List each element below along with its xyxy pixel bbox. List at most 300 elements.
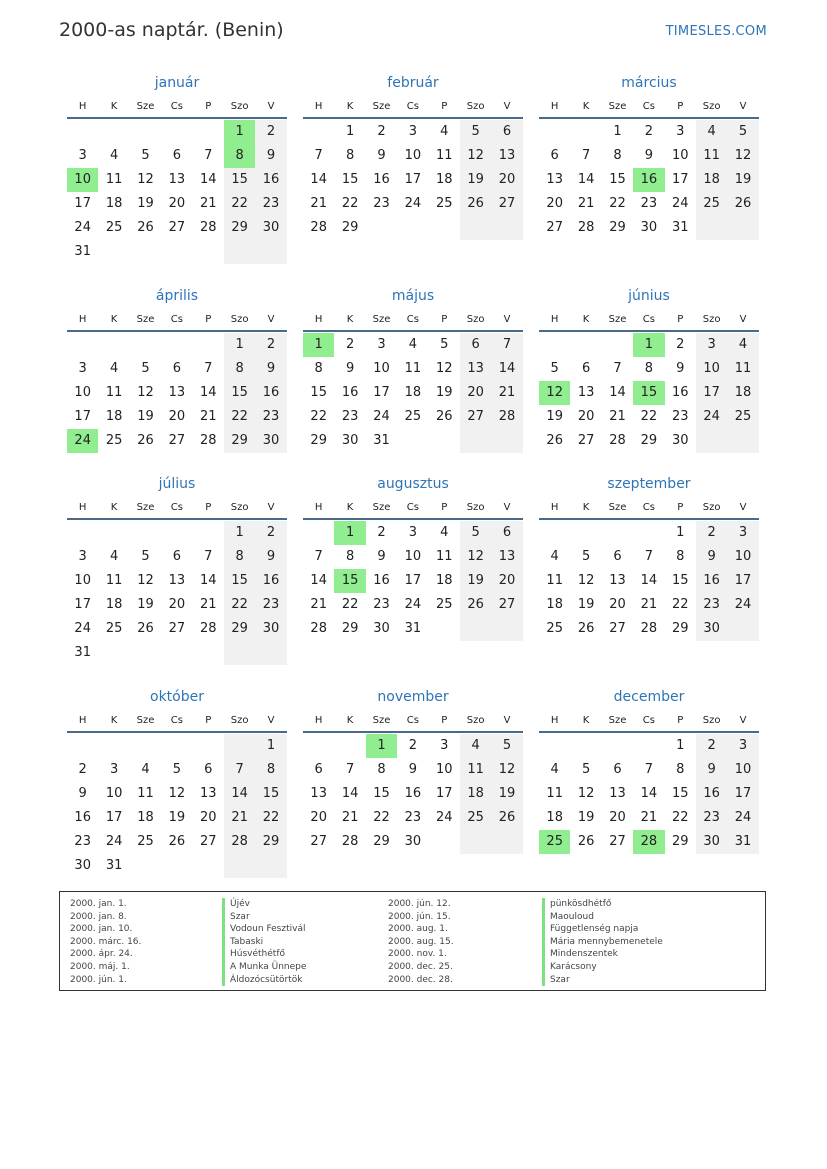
day-cell: 14 [199,172,217,187]
week-row [67,144,287,168]
day-cell: 4 [109,148,119,163]
weekday-label: P [677,101,684,112]
day-cell: 18 [105,597,123,612]
day-cell: 20 [491,168,522,192]
day-cell: 9 [255,144,286,168]
day-cell: 3 [440,738,449,753]
day-cell: 31 [404,621,422,636]
day-cell: 17 [74,597,91,612]
empty-cell [255,854,286,878]
day-cell: 30 [696,617,727,641]
day-cell: 5 [141,549,150,564]
weekday-label: Szo [466,101,485,112]
empty-cell [255,641,286,665]
weekday-label: Sze [608,101,627,112]
weekday-label: Cs [406,314,419,325]
weekday-label: K [346,502,354,513]
holiday-date: 2000. jan. 10. [70,924,133,935]
day-cell: 19 [435,385,453,400]
day-cell: 30 [640,220,658,235]
week-row [303,617,523,641]
month-block [303,475,523,641]
day-cell: 18 [460,782,491,806]
month-name: június [628,288,670,304]
weekday-label: V [267,101,275,112]
weekday-label: Szo [702,314,721,325]
empty-cell [67,333,98,357]
day-cell: 23 [255,192,286,216]
day-cell: 26 [137,621,154,636]
empty-cell [255,240,286,264]
day-cell: 4 [109,549,119,564]
empty-cell [193,120,224,144]
weekday-label: Szo [702,101,721,112]
week-row [539,120,759,144]
weekday-label: Cs [642,715,655,726]
day-cell: 28 [577,220,595,235]
day-cell: 8 [255,758,286,782]
empty-cell [633,521,664,545]
day-cell: 13 [310,786,327,801]
day-cell: 6 [581,361,591,376]
weekday-label: P [677,314,684,325]
day-cell: 31 [373,433,390,448]
empty-cell [602,734,633,758]
day-cell: 24 [373,409,390,424]
day-cell: 9 [696,758,727,782]
day-cell: 30 [404,834,422,849]
holiday-date: 2000. nov. 1. [388,949,447,960]
day-cell: 8 [644,361,653,376]
day-cell: 23 [74,834,91,849]
empty-cell [161,641,192,665]
day-cell: 2 [644,124,653,139]
day-cell: 26 [491,806,522,830]
day-cell: 3 [377,337,386,352]
day-cell: 28 [199,220,217,235]
day-cell: 9 [676,361,685,376]
day-cell: 14 [577,172,595,187]
day-cell: 12 [460,144,491,168]
weekday-label: H [314,502,323,513]
month-block [303,287,523,453]
weekday-label: H [550,715,559,726]
day-cell: 23 [373,597,390,612]
day-cell: 22 [373,810,390,825]
weekday-label: Sze [136,101,155,112]
day-cell: 25 [539,830,570,854]
empty-cell [224,854,255,878]
day-cell: 19 [168,810,186,825]
empty-cell [570,333,601,357]
weekday-label: H [550,314,559,325]
empty-cell [193,240,224,264]
day-cell: 3 [109,762,119,777]
holiday-names-column-1 [222,898,306,986]
week-row [539,168,759,192]
week-row [67,357,287,381]
day-cell: 30 [74,858,91,873]
day-cell: 20 [609,810,626,825]
month-name: május [391,288,435,304]
day-cell: 19 [137,196,154,211]
day-cell: 27 [546,220,563,235]
weekday-header [67,310,287,332]
day-cell: 21 [224,806,255,830]
month-name: október [150,689,204,705]
day-cell: 15 [373,786,390,801]
day-cell: 30 [373,621,390,636]
weekday-label: H [314,715,323,726]
week-row [539,333,759,357]
day-cell: 8 [676,762,685,777]
site-link[interactable]: TIMESLES.COM [665,24,767,39]
holiday-name: Karácsony [542,961,663,974]
empty-cell [539,333,570,357]
day-cell: 7 [224,758,255,782]
day-cell: 27 [577,433,595,448]
day-cell: 23 [671,409,689,424]
holiday-name: Szar [222,911,306,924]
day-cell: 16 [74,810,91,825]
holiday-date: 2000. jún. 12. [388,899,451,909]
weekday-label: K [582,314,590,325]
empty-cell [303,120,334,144]
month-name: szeptember [607,476,691,492]
day-cell: 21 [199,597,217,612]
month-block [67,74,287,264]
day-cell: 13 [460,357,491,381]
day-cell: 14 [310,172,327,187]
day-cell: 15 [334,569,365,593]
week-row [303,192,523,216]
day-cell: 31 [74,244,91,259]
day-cell: 12 [137,172,154,187]
weekday-label: V [267,715,275,726]
empty-cell [161,240,192,264]
empty-cell [98,734,129,758]
empty-cell [98,521,129,545]
day-cell: 2 [345,337,355,352]
day-cell: 22 [640,409,658,424]
day-cell: 15 [671,786,689,801]
holiday-name: Húsvéthétfő [222,948,306,961]
day-cell: 13 [609,573,626,588]
weekday-label: Cs [642,502,655,513]
weekday-label: Szo [466,715,485,726]
day-cell: 21 [199,196,217,211]
day-cell: 7 [613,361,622,376]
empty-cell [98,120,129,144]
holiday-list [59,891,766,991]
month-block [539,287,759,453]
weekday-label: Cs [170,715,183,726]
day-cell: 5 [550,361,559,376]
day-cell: 12 [137,573,154,588]
day-cell: 9 [255,357,286,381]
day-cell: 11 [435,549,453,564]
weekday-label: K [582,502,590,513]
empty-cell [460,216,491,240]
weekday-label: Sze [372,502,391,513]
day-cell: 11 [404,361,422,376]
weekday-label: Szo [230,502,249,513]
day-cell: 10 [74,573,91,588]
day-cell: 12 [577,573,595,588]
month-block [67,688,287,878]
weekday-label: K [346,101,354,112]
day-cell: 16 [696,782,727,806]
day-cell: 18 [727,381,758,405]
day-cell: 17 [671,172,689,187]
day-cell: 31 [727,830,758,854]
empty-cell [130,641,161,665]
day-cell: 30 [255,429,286,453]
day-cell: 11 [105,385,123,400]
week-row [539,569,759,593]
empty-cell [193,521,224,545]
week-row [303,381,523,405]
day-cell: 7 [345,762,355,777]
empty-cell [67,120,98,144]
month-block [539,74,759,240]
week-row [67,216,287,240]
day-cell: 27 [168,220,186,235]
day-cell: 1 [345,124,355,139]
day-cell: 28 [224,830,255,854]
day-cell: 13 [168,385,186,400]
week-row [539,381,759,405]
day-cell: 11 [137,786,154,801]
day-cell: 16 [255,168,286,192]
day-cell: 2 [676,337,685,352]
day-cell: 22 [255,806,286,830]
empty-cell [193,854,224,878]
day-cell: 12 [491,758,522,782]
month-name: augusztus [377,476,449,492]
day-cell: 19 [137,409,154,424]
day-cell: 27 [460,405,491,429]
day-cell: 19 [137,597,154,612]
day-cell: 12 [435,361,453,376]
week-row [303,144,523,168]
day-cell: 10 [373,361,390,376]
empty-cell [193,641,224,665]
weekday-label: V [503,502,511,513]
week-row [67,758,287,782]
weekday-header [67,498,287,520]
holiday-date: 2000. aug. 15. [388,936,454,947]
day-cell: 29 [255,830,286,854]
day-cell: 15 [671,573,689,588]
day-cell: 9 [696,545,727,569]
day-cell: 30 [255,216,286,240]
empty-cell [303,521,334,545]
week-row [539,806,759,830]
week-row [67,830,287,854]
day-cell: 22 [224,405,255,429]
empty-cell [429,830,460,854]
day-cell: 2 [255,333,286,357]
week-row [539,830,759,854]
weekday-label: H [550,502,559,513]
weekday-label: Sze [136,502,155,513]
week-row [303,120,523,144]
weekday-label: Szo [230,101,249,112]
day-cell: 23 [373,196,390,211]
week-row [303,830,523,854]
day-cell: 19 [577,597,595,612]
day-cell: 8 [224,545,255,569]
weekday-label: P [441,101,448,112]
day-cell: 4 [440,124,449,139]
holiday-date: 2000. máj. 1. [70,961,130,972]
empty-cell [539,734,570,758]
day-cell: 7 [644,762,653,777]
day-cell: 5 [141,361,150,376]
month-block [67,287,287,453]
day-cell: 26 [460,593,491,617]
weekday-label: H [314,314,323,325]
day-cell: 21 [577,196,595,211]
empty-cell [727,617,758,641]
holiday-dates-column-1 [70,898,141,986]
day-cell: 25 [435,196,453,211]
week-row [539,593,759,617]
day-cell: 26 [460,192,491,216]
weekday-label: H [78,715,87,726]
weekday-label: K [346,314,354,325]
day-cell: 1 [334,521,365,545]
day-cell: 24 [74,220,91,235]
weekday-header [303,97,523,119]
day-cell: 18 [105,409,123,424]
day-cell: 8 [224,144,255,168]
weekday-label: P [205,101,212,112]
empty-cell [460,429,491,453]
weekday-label: Cs [170,101,183,112]
day-cell: 6 [550,148,559,163]
weekday-label: V [739,101,747,112]
day-cell: 8 [613,148,622,163]
day-cell: 21 [640,810,658,825]
day-cell: 11 [727,357,758,381]
day-cell: 3 [727,521,758,545]
day-cell: 18 [137,810,154,825]
day-cell: 10 [404,148,422,163]
day-cell: 27 [609,621,626,636]
day-cell: 28 [199,621,217,636]
week-row [67,569,287,593]
day-cell: 4 [440,525,449,540]
week-row [67,854,287,878]
holiday-date: 2000. aug. 1. [388,924,448,935]
day-cell: 8 [345,148,355,163]
day-cell: 5 [440,337,449,352]
weekday-label: Szo [702,715,721,726]
day-cell: 23 [341,409,359,424]
day-cell: 24 [727,806,758,830]
empty-cell [602,333,633,357]
week-row [539,357,759,381]
empty-cell [67,734,98,758]
day-cell: 3 [78,361,87,376]
day-cell: 17 [373,385,390,400]
week-row [67,521,287,545]
day-cell: 6 [314,762,323,777]
day-cell: 25 [404,409,422,424]
day-cell: 30 [696,830,727,854]
weekday-label: Sze [372,314,391,325]
day-cell: 5 [581,762,591,777]
day-cell: 6 [491,120,522,144]
weekday-label: Sze [372,101,391,112]
day-cell: 25 [105,433,123,448]
day-cell: 8 [345,549,355,564]
weekday-label: Szo [230,715,249,726]
day-cell: 29 [341,621,359,636]
day-cell: 2 [696,521,727,545]
day-cell: 4 [696,120,727,144]
day-cell: 23 [255,593,286,617]
day-cell: 14 [224,782,255,806]
day-cell: 29 [671,621,689,636]
day-cell: 24 [696,405,727,429]
week-row [303,782,523,806]
day-cell: 6 [613,762,622,777]
empty-cell [130,120,161,144]
week-row [539,192,759,216]
day-cell: 1 [255,734,286,758]
day-cell: 1 [224,521,255,545]
day-cell: 5 [727,120,758,144]
empty-cell [491,429,522,453]
day-cell: 31 [671,220,689,235]
day-cell: 4 [550,549,559,564]
day-cell: 29 [310,433,327,448]
empty-cell [334,734,365,758]
day-cell: 2 [78,762,87,777]
day-cell: 13 [609,786,626,801]
day-cell: 30 [255,617,286,641]
day-cell: 14 [199,385,217,400]
day-cell: 24 [67,429,98,453]
day-cell: 24 [74,621,91,636]
day-cell: 23 [696,593,727,617]
week-row [67,381,287,405]
empty-cell [130,240,161,264]
empty-cell [193,734,224,758]
day-cell: 28 [491,405,522,429]
day-cell: 25 [696,192,727,216]
day-cell: 5 [581,549,591,564]
day-cell: 19 [546,409,563,424]
day-cell: 30 [341,433,359,448]
weekday-label: K [110,101,118,112]
day-cell: 6 [491,521,522,545]
week-row [67,429,287,453]
month-block [303,688,523,854]
day-cell: 20 [168,409,186,424]
empty-cell [161,734,192,758]
empty-cell [539,521,570,545]
day-cell: 25 [105,220,123,235]
holiday-name: Szar [542,974,663,987]
weekday-header [303,310,523,332]
day-cell: 21 [341,810,359,825]
day-cell: 14 [491,357,522,381]
week-row [303,806,523,830]
